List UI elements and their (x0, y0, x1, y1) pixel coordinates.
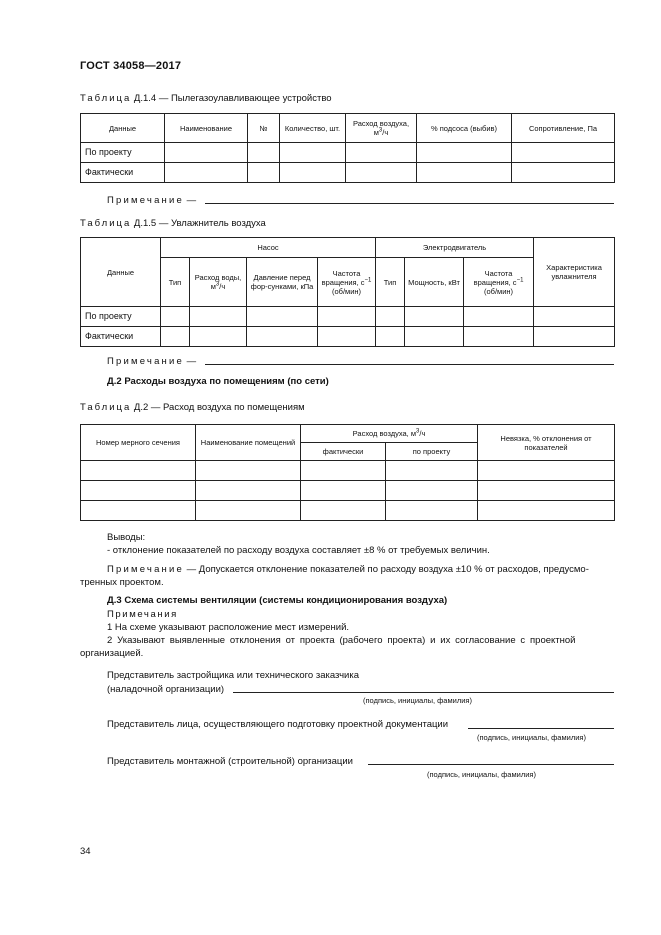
table-cell[interactable] (346, 163, 417, 183)
notes-item-1: 1 На схеме указывают расположение мест измерений. (107, 622, 350, 633)
col-header: Давление перед фор-сунками, кПа (247, 258, 318, 307)
signature-rep-1-line-1: Представитель застройщика или технического заказчика (107, 670, 359, 681)
col-header-data: Данные (81, 238, 161, 307)
col-header-text: Расход воды, м (194, 273, 242, 291)
signature-line-3[interactable] (368, 764, 614, 765)
col-header: Расход воздуха, $м^3/ч$ (346, 114, 417, 143)
signature-line-2[interactable] (468, 728, 614, 729)
col-header: Мощность, кВт (405, 258, 464, 307)
table-cell[interactable] (534, 307, 615, 327)
col-header-text: Расход воздуха, м (352, 119, 410, 137)
table-cell[interactable] (386, 461, 478, 481)
table-cell[interactable] (280, 143, 346, 163)
table-cell[interactable] (478, 501, 615, 521)
table-cell[interactable] (417, 163, 512, 183)
signature-rep-1-line-2: (наладочной организации) (107, 684, 225, 695)
table-cell[interactable] (81, 481, 196, 501)
table-cell[interactable] (81, 461, 196, 481)
col-header: Частота вращения, $с^{-1}$ (об/мин) (318, 258, 376, 307)
table-header-row (81, 425, 615, 443)
col-header-unit: (об/мин) (331, 286, 362, 296)
table-cell[interactable] (247, 327, 318, 347)
caption-num: Д.1.4 (133, 93, 157, 104)
col-header-unit: (об/мин) (484, 286, 514, 296)
note-label: Примечание (107, 356, 184, 367)
col-header-proj: по проекту (386, 443, 478, 461)
table-cell[interactable] (301, 481, 386, 501)
col-header-dev: Невязка, % отклонения от показателей (478, 425, 615, 461)
row-label: Фактически (81, 327, 161, 347)
table-cell[interactable] (161, 307, 190, 327)
table-cell[interactable] (376, 327, 405, 347)
group-header-pump: Насос (161, 238, 376, 258)
page-number: 34 (80, 846, 91, 857)
table-cell[interactable] (247, 307, 318, 327)
caption-title: — Расход воздуха по помещениям (150, 402, 305, 413)
table-d15-caption (80, 218, 266, 229)
document-header: ГОСТ 34058—2017 (80, 60, 182, 72)
col-header-fact: фактически (301, 443, 386, 461)
table-cell[interactable] (196, 481, 301, 501)
table-cell[interactable] (534, 327, 615, 347)
table-d15 (80, 237, 615, 347)
conclusions-item: - отклонение показателей по расходу воздуха составляет ±8 % от требуемых величин. (107, 545, 490, 556)
row-label: По проекту (81, 307, 161, 327)
group-header-motor: Электродвигатель (376, 238, 534, 258)
table-cell[interactable] (248, 143, 280, 163)
row-label: Фактически (81, 163, 165, 183)
col-header: Частота вращения, $с^{-1}$ (об/мин) (464, 258, 534, 307)
table-header-row (81, 238, 615, 258)
table-cell[interactable] (478, 481, 615, 501)
table-cell[interactable] (346, 143, 417, 163)
col-header: Сопротивление, Па (512, 114, 615, 143)
col-header: Количество, шт. (280, 114, 346, 143)
table-cell[interactable] (405, 327, 464, 347)
table-cell[interactable] (318, 327, 376, 347)
col-header: Наименование (165, 114, 248, 143)
table-cell[interactable] (190, 327, 247, 347)
table-cell[interactable] (190, 307, 247, 327)
notes-item-2-cont: организацией. (80, 648, 144, 659)
col-header: Расход воды, $м^3/ч$ (190, 258, 247, 307)
signature-hint-2: (подпись, инициалы, фамилия) (477, 733, 586, 742)
table-d14 (80, 113, 615, 183)
section-d2-heading: Д.2 Расходы воздуха по помещениям (по сети) (107, 376, 329, 387)
table-cell[interactable] (196, 461, 301, 481)
table-cell[interactable] (376, 307, 405, 327)
conclusions-title: Выводы: (107, 532, 146, 543)
note-3 (107, 563, 617, 576)
table-cell[interactable] (165, 143, 248, 163)
table-cell[interactable] (280, 163, 346, 183)
col-header: Тип (161, 258, 190, 307)
table-row (81, 481, 615, 501)
table-cell[interactable] (386, 481, 478, 501)
col-header-text: Расход воздуха, м (352, 429, 417, 438)
caption-title: — Пылегазоулавливающее устройство (158, 93, 332, 104)
note-2-fill-line[interactable] (205, 364, 614, 365)
table-cell[interactable] (165, 163, 248, 183)
table-cell[interactable] (386, 501, 478, 521)
caption-title: — Увлажнитель воздуха (158, 218, 266, 229)
table-header-row (81, 114, 615, 143)
notes-label: Примечания (107, 609, 178, 620)
table-d2-caption (80, 402, 305, 413)
note-1-fill-line[interactable] (205, 203, 614, 204)
col-header-flow: Расход воздуха, $м^3/ч$ (301, 425, 478, 443)
col-header: Данные (81, 114, 165, 143)
caption-num: Д.2 (133, 402, 149, 413)
table-row (81, 327, 615, 347)
note-label: Примечание (107, 564, 184, 575)
table-row (81, 501, 615, 521)
table-cell[interactable] (512, 143, 615, 163)
col-header: Тип (376, 258, 405, 307)
note-1 (107, 195, 196, 206)
table-cell[interactable] (512, 163, 615, 183)
note-dash: — (186, 356, 197, 367)
note-label: Примечание (107, 195, 184, 206)
note-2 (107, 356, 196, 367)
col-header-text: Частота вращения, с (321, 268, 365, 287)
signature-hint-3: (подпись, инициалы, фамилия) (427, 770, 536, 779)
caption-num: Д.1.5 (133, 218, 157, 229)
col-header-text: Частота вращения, с (473, 268, 517, 287)
row-label: По проекту (81, 143, 165, 163)
caption-prefix: Таблица (80, 218, 132, 229)
caption-prefix: Таблица (80, 93, 132, 104)
notes-item-2: 2 Указывают выявленные отклонения от проекта (рабочего проекта) и их согласование с проектной (107, 635, 576, 646)
col-header: % подсоса (выбив) (417, 114, 512, 143)
table-cell[interactable] (301, 461, 386, 481)
note-dash: — (186, 195, 197, 206)
note-3-cont: тренных проектом. (80, 577, 164, 588)
note-text: — Допускается отклонение показателей по расходу воздуха ±10 % от расходов, предусмо- (186, 564, 589, 575)
table-cell[interactable] (464, 307, 534, 327)
table-cell[interactable] (405, 307, 464, 327)
table-d14-caption (80, 93, 332, 104)
table-row (81, 307, 615, 327)
table-cell[interactable] (248, 163, 280, 183)
table-d2 (80, 424, 615, 521)
table-cell[interactable] (417, 143, 512, 163)
section-d3-heading: Д.3 Схема системы вентиляции (системы кондиционирования воздуха) (107, 595, 448, 606)
table-row (81, 163, 615, 183)
table-cell[interactable] (301, 501, 386, 521)
col-header-section: Номер мерного сечения (81, 425, 196, 461)
signature-rep-3: Представитель монтажной (строительной) организации (107, 756, 353, 767)
table-cell[interactable] (161, 327, 190, 347)
signature-line-1[interactable] (233, 692, 614, 693)
table-row (81, 461, 615, 481)
table-cell[interactable] (478, 461, 615, 481)
col-header: № (248, 114, 280, 143)
signature-rep-2: Представитель лица, осуществляющего подготовку проектной документации (107, 719, 449, 730)
table-cell[interactable] (196, 501, 301, 521)
table-row (81, 143, 615, 163)
caption-prefix: Таблица (80, 402, 132, 413)
table-cell[interactable] (464, 327, 534, 347)
col-header-room: Наименование помещений (196, 425, 301, 461)
table-cell[interactable] (318, 307, 376, 327)
signature-hint-1: (подпись, инициалы, фамилия) (363, 696, 472, 705)
table-cell[interactable] (81, 501, 196, 521)
col-header-char: Характеристика увлажнителя (534, 238, 615, 307)
